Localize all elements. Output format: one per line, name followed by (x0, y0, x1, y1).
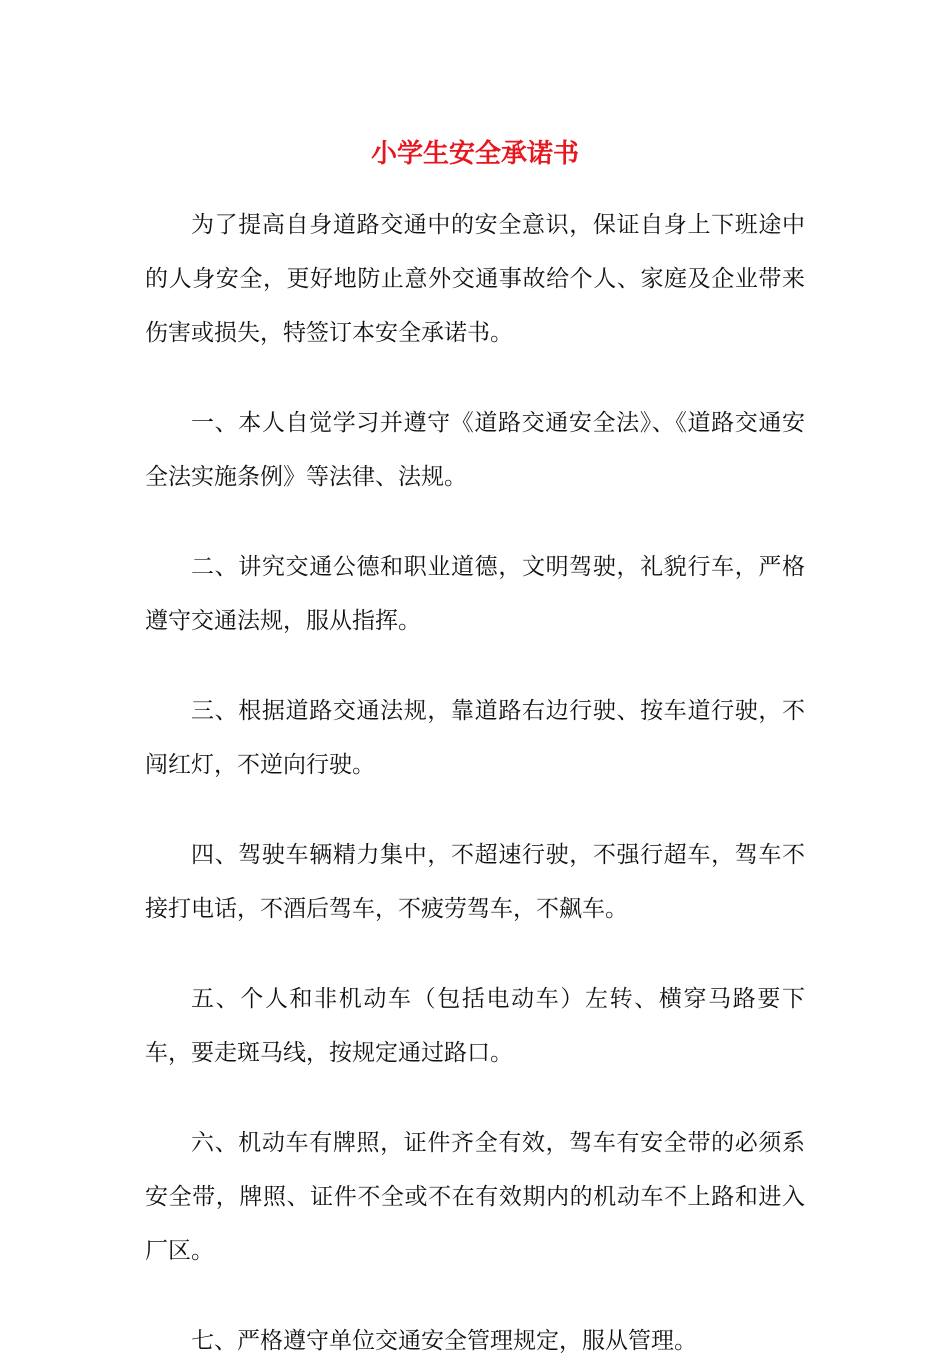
paragraph-item-6: 六、机动车有牌照，证件齐全有效，驾车有安全带的必须系安全带，牌照、证件不全或不在有效期内的机动车不上路和进入厂区。 (145, 1130, 805, 1264)
paragraph-item-3: 三、根据道路交通法规，靠道路右边行驶、按车道行驶，不闯红灯，不逆向行驶。 (145, 698, 805, 778)
paragraph-intro: 为了提高自身道路交通中的安全意识，保证自身上下班途中的人身安全，更好地防止意外交通事故给个人、家庭及企业带来伤害或损失，特签订本安全承诺书。 (145, 212, 805, 346)
paragraph-item-2: 二、讲究交通公德和职业道德，文明驾驶，礼貌行车，严格遵守交通法规，服从指挥。 (145, 554, 805, 634)
document-title: 小学生安全承诺书 (370, 139, 579, 169)
paragraph-item-5: 五、个人和非机动车（包括电动车）左转、横穿马路要下车，要走斑马线，按规定通过路口。 (145, 986, 805, 1066)
paragraph-item-1: 一、本人自觉学习并遵守《道路交通安全法》、《道路交通安全法实施条例》等法律、法规。 (145, 410, 805, 490)
document-body (145, 198, 805, 1368)
paragraph-item-4: 四、驾驶车辆精力集中，不超速行驶，不强行超车，驾车不接打电话，不酒后驾车，不疲劳驾车，不飙车。 (145, 842, 805, 922)
paragraph-item-7: 七、严格遵守单位交通安全管理规定，服从管理。 (191, 1328, 697, 1354)
